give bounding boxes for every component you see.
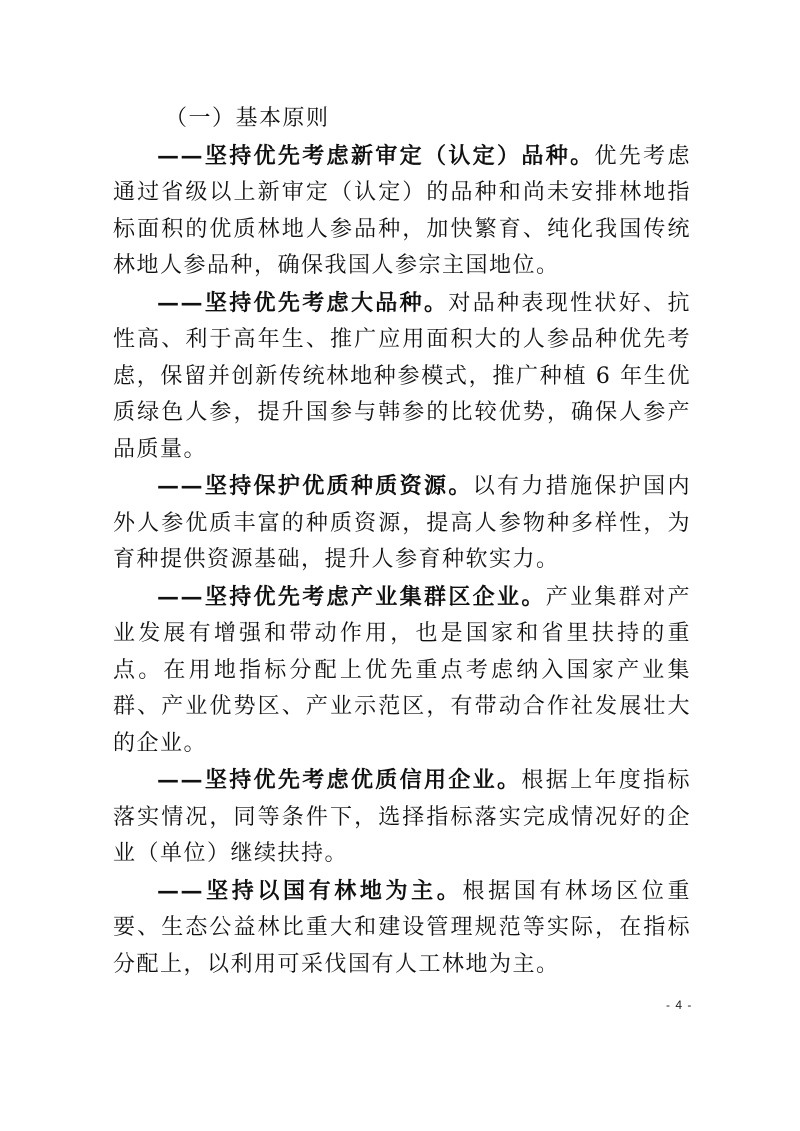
principle-paragraph [113,285,691,469]
principle-paragraph [113,138,691,285]
principle-paragraph [113,762,691,873]
principle-heading: ——坚持优先考虑大品种。 [157,289,449,316]
page-number: - 4 - [666,998,693,1012]
principle-heading: ——坚持优先考虑新审定（认定）品种。 [157,142,595,169]
principle-paragraph [113,468,691,579]
principle-heading: ——坚持优先考虑优质信用企业。 [157,767,522,793]
principle-text: 优先考虑通过省级以上新审定（认定）的品种和尚未安排林地指标面积的优质林地人参品种，加快繁育、纯化我国传统林地人参品种，确保我国人参宗主国地位。 [113,143,691,278]
principle-text: 对品种表现性状好、抗性高、利于高年生、推广应用面积大的人参品种优先考虑，保留并创新传统林地种参模式，推广种植 6 年生优质绿色人参，提升国参与韩参的比较优势，确保人参产品质量。 [113,290,691,462]
document-body [113,101,691,983]
section-title: （一）基本原则 [165,106,330,131]
principle-text: 产业集群对产业发展有增强和带动作用，也是国家和省里扶持的重点。在用地指标分配上优先重点考虑纳入国家产业集群、产业优势区、产业示范区，有带动合作社发展壮大的企业。 [113,584,691,756]
principle-paragraph [113,579,691,763]
principle-paragraph [113,873,691,984]
principle-text: 根据上年度指标落实情况，同等条件下，选择指标落实完成情况好的企业（单位）继续扶持。 [113,768,691,866]
principle-heading: ——坚持优先考虑产业集群区企业。 [157,583,546,610]
principle-heading: ——坚持保护优质种质资源。 [157,473,473,499]
principle-heading: ——坚持以国有林地为主。 [157,877,463,904]
principle-text: 根据国有林场区位重要、生态公益林比重大和建设管理规范等实际，在指标分配上，以利用可采伐国有人工林地为主。 [113,878,691,977]
principle-text: 以有力措施保护国内外人参优质丰富的种质资源，提高人参物种多样性，为育种提供资源基础，提升人参育种软实力。 [113,474,691,572]
